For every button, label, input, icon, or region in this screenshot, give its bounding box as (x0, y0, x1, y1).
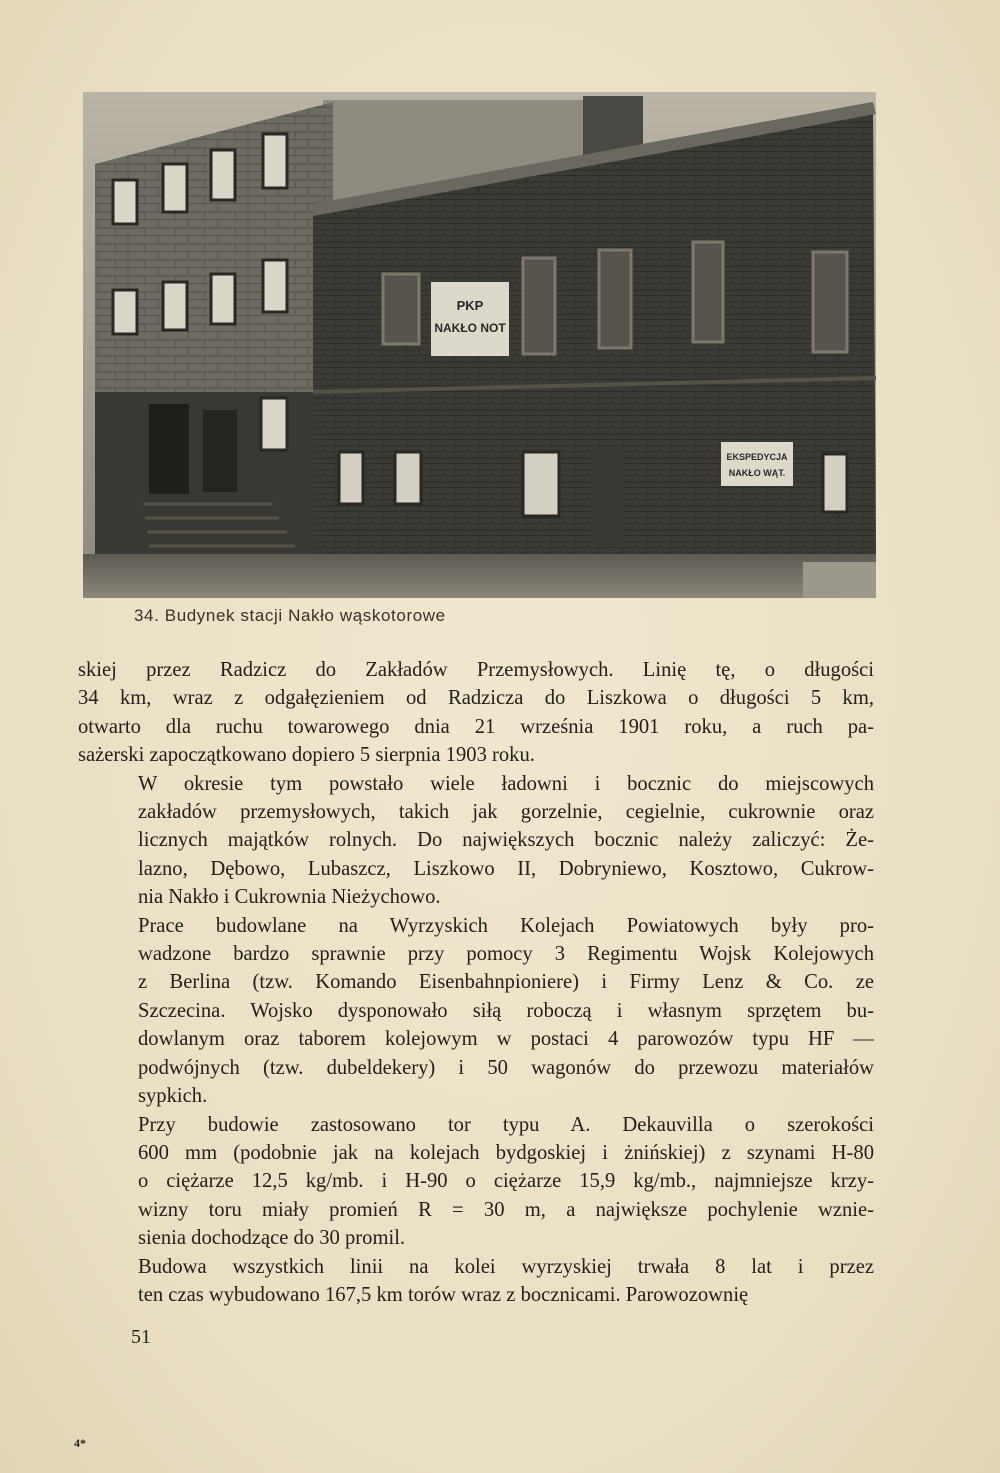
text-line: wadzone bardzo sprawnie przy pomocy 3 Regimentu Wojsk Kolejowych (138, 943, 874, 966)
paragraph (78, 912, 874, 1111)
paragraph (78, 656, 874, 770)
text-line: sypkich. (138, 1085, 208, 1108)
photo-caption: 34. Budynek stacji Nakło wąskotorowe (134, 606, 446, 625)
paragraph (78, 1253, 874, 1310)
pkp-sign-line-1: PKP (456, 298, 484, 313)
text-line: podwójnych (tzw. dubeldekery) i 50 wagonów do przewozu materiałów (138, 1056, 874, 1079)
text-line: 600 mm (podobnie jak na kolejach bydgoskiej i żnińskiej) z szynami H-80 (138, 1141, 874, 1164)
page-number: 51 (131, 1326, 151, 1348)
ekspedycja-sign-line-2: NAKŁO WĄT. (728, 468, 786, 478)
text-line: nia Nakło i Cukrownia Nieżychowo. (138, 886, 441, 909)
text-line: z Berlina (tzw. Komando Eisenbahnpioniere) i Firmy Lenz & Co. ze (138, 971, 874, 994)
text-line: sażerski zapoczątkowano dopiero 5 sierpnia 1903 roku. (78, 744, 535, 767)
text-line: wizny toru miały promień R = 30 m, a największe pochylenie wznie- (138, 1198, 874, 1221)
text-line: Budowa wszystkich linii na kolei wyrzyskiej trwała 8 lat i przez (138, 1255, 874, 1278)
text-line: Prace budowlane na Wyrzyskich Kolejach Powiatowych były pro- (138, 914, 874, 937)
text-line: lazno, Dębowo, Lubaszcz, Liszkowo II, Dobryniewo, Kosztowo, Cukrow- (138, 857, 874, 880)
text-line: o ciężarze 12,5 kg/mb. i H-90 o ciężarze 15,9 kg/mb., najmniejsze krzy- (138, 1170, 874, 1193)
text-line: 34 km, wraz z odgałęzieniem od Radzicza do Liszkowa o długości 5 km, (78, 687, 874, 710)
text-line: ten czas wybudowano 167,5 km torów wraz z bocznicami. Parowozownię (138, 1283, 749, 1306)
body-text (78, 656, 874, 1309)
ekspedycja-sign-line-1: EKSPEDYCJA (726, 452, 788, 462)
text-line: zakładów przemysłowych, takich jak gorzelnie, cegielnie, cukrownie oraz (138, 801, 874, 824)
text-line: licznych majątków rolnych. Do największych bocznic należy zaliczyć: Że- (138, 829, 874, 852)
paragraph (78, 1111, 874, 1253)
text-line: dowlanym oraz taborem kolejowym w postaci 4 parowozów typu HF — (138, 1028, 874, 1051)
text-line: W okresie tym powstało wiele ładowni i bocznic do miejscowych (138, 772, 874, 795)
paragraph (78, 770, 874, 912)
station-building-photo (83, 92, 876, 598)
pkp-sign-line-2: NAKŁO NOT (434, 321, 506, 335)
signature-mark: 4* (74, 1436, 86, 1450)
text-line: Szczecina. Wojsko dysponowało siłą roboczą i własnym sprzętem bu- (138, 999, 874, 1022)
text-line: Przy budowie zastosowano tor typu A. Dekauvilla o szerokości (138, 1113, 874, 1136)
text-line: otwarto dla ruchu towarowego dnia 21 września 1901 roku, a ruch pa- (78, 715, 874, 738)
text-line: skiej przez Radzicz do Zakładów Przemysłowych. Linię tę, o długości (78, 659, 874, 681)
text-line: sienia dochodzące do 30 promil. (138, 1227, 406, 1250)
